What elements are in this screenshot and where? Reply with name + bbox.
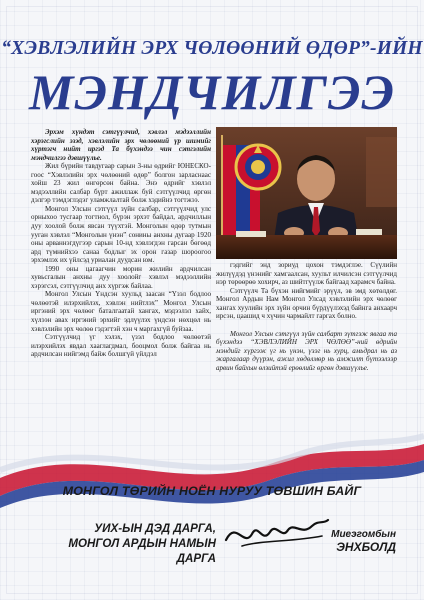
signatory-name — [310, 528, 396, 554]
letter-right-column — [216, 261, 397, 373]
letter-paragraph: Сэтгүүлч Та бүхэн нийгмийг эрүүл, эв эмд хөтөлдөг. Монгол Ардын Нам Монгол Улсад хэвлэлийн эрх чөлөөг хангах хуулийн эрх зүйн орчин бүрдүүлэхэд байнга анхаарч ирсэн, цаашид ч хүчин чармайлт гаргах болно. — [216, 286, 397, 321]
signatory-titles — [58, 521, 216, 566]
signatory-given-name: ЭНХБОЛД — [336, 540, 396, 554]
headline-line-1: “ХЭВЛЭЛИЙН ЭРХ ЧӨЛӨӨНИЙ ӨДӨР”-ИЙН — [1, 38, 423, 59]
motto-text: МОНГОЛ ТӨРИЙН НОЁН НУРУУ ТӨВШИН БАЙГ — [62, 484, 362, 498]
letter-paragraph: Сэтгүүлчид үг хэлэх, үзэл бодлоо чөлөөтэй илэрхийлэх явдал хааглагдмал, бооцмол болж байгаа нь ардчилсан нийгэмд байж болшгүй үйлдэл — [31, 333, 211, 359]
portrait-photo — [216, 127, 397, 259]
headline-line-2: МЭНДЧИЛГЭЭ — [29, 64, 395, 120]
party-emblem-icon — [236, 145, 280, 189]
letter-closing: Монгол Улсын сэтгүүл зүйн салбарт зүтгэж явгаа та бүхэндээ “ХЭВЛЭЛИЙН ЭРХ ЧӨЛӨӨ”-ний өдрийн мэндийг хүргэж үг нь үнэн, үзэг нь хурц, амьдрал нь аз жаргалаар дүүрэн, ажил хөдөлмөр нь амжилт бүтээлээр арвин байхын өлзийтэй ерөөлийг өргөн дэвшүүлье. — [216, 329, 397, 373]
letter-paragraph: 1990 оны цагаагчин морин жилийн ардчилсан хувьсгалын анхны дуу хоолойг хэвлэл мэдээллийн хэрэгсэл, сэтгүүлчид анх хүргэж байлаа. — [31, 264, 211, 290]
letter-paragraph: Монгол Улсын Үндсэн хуульд заасан “Үзэл бодлоо чөлөөтэй илэрхийлэх, хэвлэн нийтлэх” Монгол Улсын иргэний эрх чөлөөг баталгаатай хангах, мэдээлэл хайх, хүлээн авах иргэний эрхийг эдлүүлэх үндсэн нөхцөл нь хэвлэлийн эрх чөлөө гэдэгтэй хэн ч маргахгүй буйзаа. — [31, 290, 211, 333]
letter-paragraph: гэдгийг энд зориуд цохон тэмдэглэе. Сүүлийн жилүүдэд үнэнийг хамгаалсан, хуульт илчилсэн сэтгүүлчид нэр төрөөрөө хохирч, аз шийтгүүлж байгаад харамсч байна. — [216, 261, 397, 287]
signatory-title-1: УИХ-ЫН ДЭД ДАРГА, — [94, 522, 216, 535]
signatory-title-2: МОНГОЛ АРДЫН НАМЫН ДАРГА — [68, 537, 216, 565]
letter-paragraph: Монгол Улсын сэтгүүл зүйн салбар, сэтгүүлчид улс орныхоо тусгаар тогтнол, бүрэн эрхэт байдал, ардчиллын дуу хоолой болж явсан түүхтэй. Монголын өдөр тутмын ууган хэвлэл “Монголын үнэн” сонины анхны дугаар 1920 оны арваннэгдүгээр сарын 10-нд хэвлэгдэн гарсан бөгөөд ард түмнийхээ санаа бодлыг эх орон газар шороогоо эрхэмлэх их үйлсэд уриалан дуудсан юм. — [31, 204, 211, 265]
signatory-surname: Миеэгомбын — [331, 529, 396, 540]
letter-paragraph: Жил бүрийн тавдугаар сарын 3-ны өдрийг ЮНЕСКО-гоос “Хэвлэлийн эрх чөлөөний өдөр” болгон зарласнаас хойш 23 жил өнгөрсөн байна. Энэ өдрийг хэвлэл мэдээллийн салбар бүрт ажиллаж буй сэтгүүлчид өргөн дэлгэр тэмдэглэдэг уламжлалтай болж хэдийнэ тогтжээ. — [31, 162, 211, 205]
letter-left-column — [31, 128, 211, 359]
letter-greeting: Эрхэм хүндэт сэтгүүлчид, хэвлэл мэдээллийн хэрэгслийн эзэд, хэвлэлийн эрх чөлөөний үр шимийг хүртэгч нийт иргэд Та бүхэндээ чин сэтгэлийн мэндчилгээ дэвшүүлье. — [31, 128, 211, 162]
